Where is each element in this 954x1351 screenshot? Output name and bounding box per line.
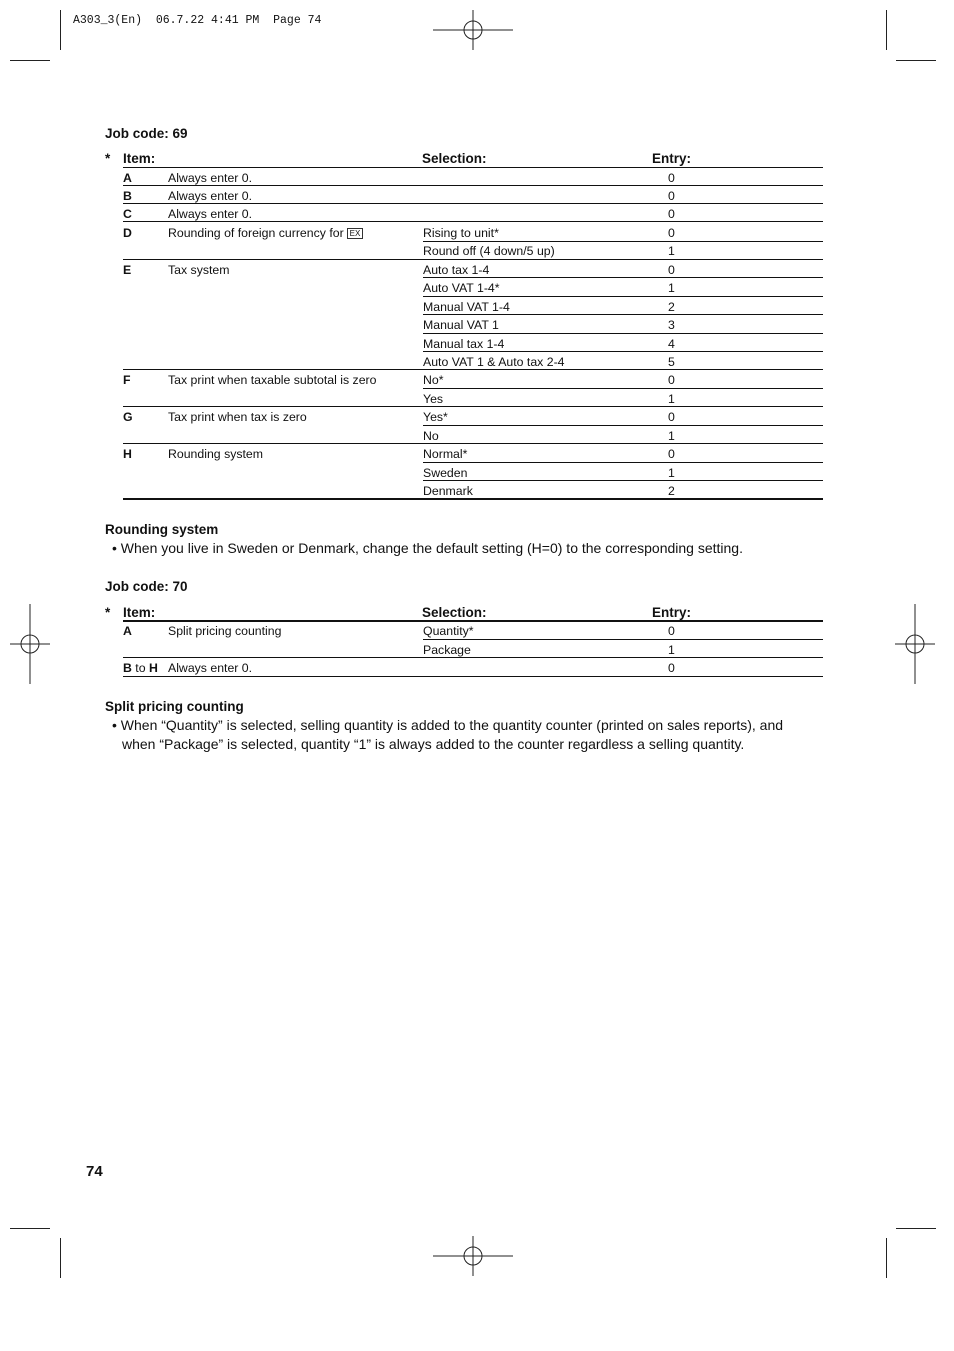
table-header-rule (123, 620, 823, 622)
row-item: Always enter 0. (168, 661, 253, 675)
row-separator (423, 333, 823, 334)
crop-mark (10, 1228, 50, 1229)
row-separator (423, 351, 823, 352)
table-header-rule (123, 167, 823, 168)
row-entry: 0 (668, 661, 675, 675)
row-item (168, 263, 230, 277)
row-letter-start: A (123, 624, 132, 638)
row-entry: 4 (668, 337, 675, 351)
row-selection: Quantity* (423, 624, 474, 638)
required-star: * (105, 151, 111, 166)
row-separator (423, 277, 823, 278)
column-header-selection: Selection: (422, 151, 487, 166)
required-star: * (105, 605, 111, 620)
row-entry: 0 (668, 373, 675, 387)
registration-mark-icon (433, 1236, 513, 1276)
row-letter-to: to (131, 661, 149, 675)
crop-mark (886, 1238, 887, 1278)
row-item: Split pricing counting (168, 624, 282, 638)
job-code-69-title: Job code: 69 (105, 126, 188, 141)
row-entry: 1 (668, 281, 675, 295)
row-item-text: Always enter 0. (168, 189, 253, 203)
row-letter: F (123, 373, 131, 387)
row-selection: Manual VAT 1-4 (423, 300, 510, 314)
row-entry: 0 (668, 263, 675, 277)
row-selection: No* (423, 373, 444, 387)
row-letter-start: B (123, 661, 132, 675)
row-item-text: Always enter 0. (168, 207, 253, 221)
column-header-item: Item: (123, 151, 156, 166)
row-entry: 0 (668, 207, 675, 221)
crop-mark (60, 10, 61, 50)
row-separator (123, 443, 823, 444)
row-selection: Round off (4 down/5 up) (423, 244, 555, 258)
row-selection: Yes* (423, 410, 448, 424)
row-entry: 0 (668, 624, 675, 638)
row-letter (123, 624, 132, 638)
row-separator (423, 388, 823, 389)
row-letter-end: H (148, 661, 158, 675)
row-entry: 0 (668, 226, 675, 240)
row-entry: 1 (668, 429, 675, 443)
row-entry: 5 (668, 355, 675, 369)
rounding-system-heading: Rounding system (105, 522, 219, 537)
row-entry: 1 (668, 244, 675, 258)
row-entry: 0 (668, 410, 675, 424)
column-header-item: Item: (123, 605, 156, 620)
row-entry: 1 (668, 643, 675, 657)
row-entry: 1 (668, 466, 675, 480)
crop-mark (60, 1238, 61, 1278)
job-code-70-title: Job code: 70 (105, 579, 188, 594)
row-entry: 2 (668, 484, 675, 498)
row-entry: 0 (668, 189, 675, 203)
page-number: 74 (86, 1163, 103, 1180)
crop-mark (10, 60, 50, 61)
row-selection: Package (423, 643, 471, 657)
print-info: A303_3(En) 06.7.22 4:41 PM Page 74 (73, 14, 322, 27)
column-header-selection: Selection: (422, 605, 487, 620)
ex-key-icon: EX (347, 228, 364, 239)
row-item-text: Rounding of foreign currency for (168, 226, 344, 240)
row-entry: 3 (668, 318, 675, 332)
row-selection: Sweden (423, 466, 468, 480)
crop-mark (896, 60, 936, 61)
row-separator (123, 259, 823, 260)
crop-mark (886, 10, 887, 50)
row-selection: Normal* (423, 447, 468, 461)
row-letter: A (123, 171, 132, 185)
crop-mark (896, 1228, 936, 1229)
row-separator (423, 425, 823, 426)
rounding-system-note: • When you live in Sweden or Denmark, change the default setting (H=0) to the corresponding setting. (112, 540, 743, 556)
row-letter: H (123, 447, 132, 461)
row-selection: No (423, 429, 439, 443)
row-separator (123, 221, 823, 222)
row-separator (123, 203, 823, 204)
row-item (168, 189, 252, 203)
row-item-text: Tax system (168, 263, 230, 277)
row-selection: Auto VAT 1-4* (423, 281, 500, 295)
row-item (168, 171, 252, 185)
row-selection: Yes (423, 392, 444, 406)
row-entry: 2 (668, 300, 675, 314)
row-separator (123, 406, 823, 407)
row-selection: Auto VAT 1 & Auto tax 2-4 (423, 355, 565, 369)
split-pricing-heading: Split pricing counting (105, 699, 244, 714)
row-separator (123, 657, 823, 658)
row-separator (423, 639, 823, 640)
row-selection: Rising to unit* (423, 226, 499, 240)
row-item (168, 447, 263, 461)
row-separator (423, 241, 823, 242)
row-separator (123, 498, 823, 500)
row-entry: 1 (668, 392, 675, 406)
row-item-text: Tax print when taxable subtotal is zero (168, 373, 377, 387)
row-separator (423, 462, 823, 463)
row-separator (423, 480, 823, 481)
row-selection: Auto tax 1-4 (423, 263, 490, 277)
row-item (168, 207, 252, 221)
row-letter: D (123, 226, 132, 240)
row-separator (123, 369, 823, 370)
row-item-text: Always enter 0. (168, 171, 253, 185)
row-selection: Denmark (423, 484, 473, 498)
registration-mark-icon (10, 604, 50, 684)
row-entry: 0 (668, 447, 675, 461)
split-pricing-note-line2: when “Package” is selected, quantity “1” is always added to the counter regardless a selling quantity. (122, 736, 745, 752)
row-separator (423, 296, 823, 297)
row-item (168, 373, 376, 387)
row-selection: Manual VAT 1 (423, 318, 499, 332)
registration-mark-icon (895, 604, 935, 684)
row-entry: 0 (668, 171, 675, 185)
row-separator (423, 314, 823, 315)
row-letter: G (123, 410, 133, 424)
row-letter: E (123, 263, 132, 277)
row-item (168, 226, 363, 240)
row-item-text: Tax print when tax is zero (168, 410, 307, 424)
column-header-entry: Entry: (652, 151, 692, 166)
row-separator (123, 676, 823, 677)
row-letter (123, 661, 158, 675)
row-item (168, 410, 307, 424)
split-pricing-note-line1: • When “Quantity” is selected, selling quantity is added to the quantity counter (printed on sales reports), and (112, 717, 784, 733)
row-separator (123, 185, 823, 186)
column-header-entry: Entry: (652, 605, 692, 620)
registration-mark-icon (433, 10, 513, 50)
row-letter: B (123, 189, 132, 203)
row-selection: Manual tax 1-4 (423, 337, 505, 351)
row-item-text: Rounding system (168, 447, 264, 461)
row-letter: C (123, 207, 132, 221)
